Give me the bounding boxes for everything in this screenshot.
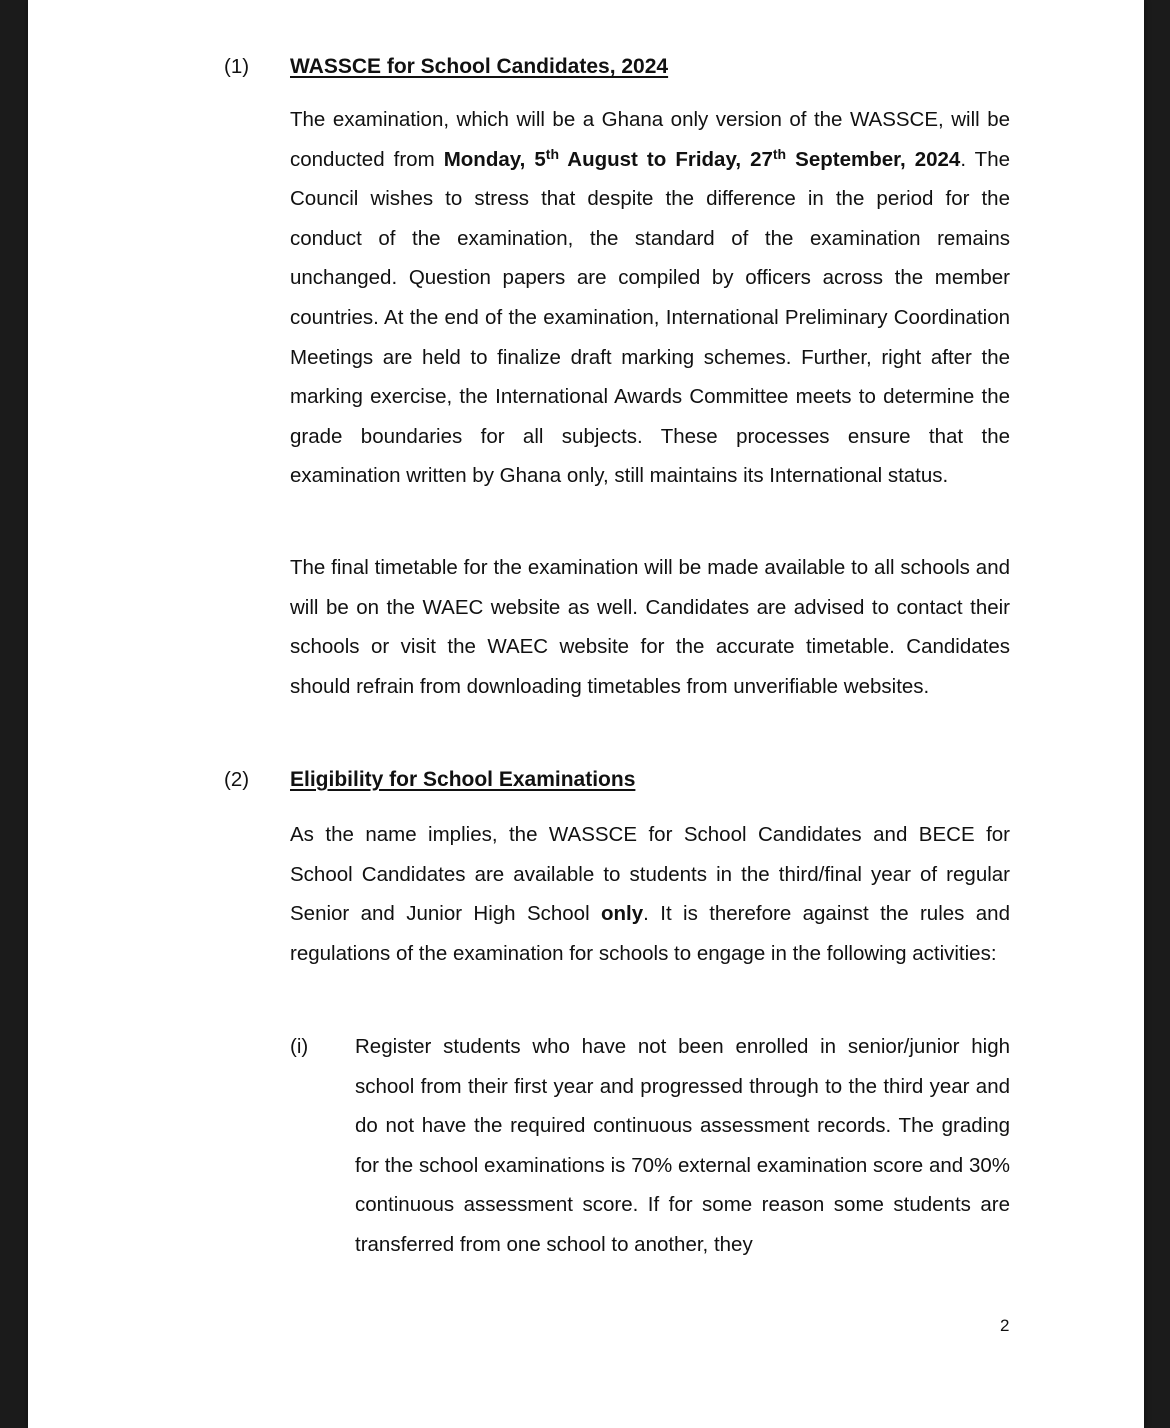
page-number: 2 bbox=[1000, 1316, 1010, 1335]
section-1-paragraph-2: The final timetable for the examination will be made available to all schools and will be on the WAEC website as well. Candidates are advised to contact their schools or visit the WAEC website for the accurate timetable. Candidates should refrain from downloading timetables from unverifiable websites. bbox=[290, 556, 1010, 698]
bold-emphasis-text: only bbox=[601, 902, 644, 926]
bold-date-text: Monday, 5 bbox=[443, 147, 546, 171]
list-item-i-number: (i) bbox=[290, 1035, 309, 1058]
section-1-number: (1) bbox=[224, 55, 250, 78]
paragraph-text: As the name implies, the WASSCE for School Candidates and BECE for School Candidates are available to students in the third/final year of regular Senior and Junior High School bbox=[290, 823, 1010, 926]
superscript-ordinal: th bbox=[545, 145, 559, 162]
document-page bbox=[28, 0, 1144, 1428]
paragraph-text: . It is therefore against the rules and regulations of the examination for schools to engage in the following activities: bbox=[290, 902, 1010, 965]
bold-date-text: August to Friday, 27 bbox=[559, 147, 773, 171]
superscript-ordinal: th bbox=[772, 145, 787, 162]
section-2-heading: Eligibility for School Examinations bbox=[290, 768, 636, 791]
paragraph-text: The examination, which will be a Ghana only version of the WASSCE, will be conducted from bbox=[290, 108, 1010, 171]
list-item-i-text: Register students who have not been enrolled in senior/junior high school from their first year and progressed through to the third year and do not have the required continuous assessment records. The grading for the school examinations is 70% external examination score and 30% continuous assessment score. If for some reason some students are transferred from one school to another, they bbox=[355, 1035, 1010, 1256]
section-2-number: (2) bbox=[224, 768, 250, 791]
bold-date-text: September, 2024 bbox=[786, 147, 961, 171]
section-1-paragraph-1 bbox=[290, 100, 1010, 496]
section-1-heading: WASSCE for School Candidates, 2024 bbox=[290, 55, 669, 78]
section-2-paragraph-1 bbox=[290, 815, 1010, 973]
paragraph-text: . The Council wishes to stress that despite the difference in the period for the conduct of the examination, the standard of the examination remains unchanged. Question papers are compiled by officers across the member countries. At the end of the examination, International Preliminary Coordination Meetings are held to finalize draft marking schemes. Further, right after the marking exercise, the International Awards Committee meets to determine the grade boundaries for all subjects. These processes ensure that the examination written by Ghana only, still maintains its International status. bbox=[290, 147, 1011, 488]
